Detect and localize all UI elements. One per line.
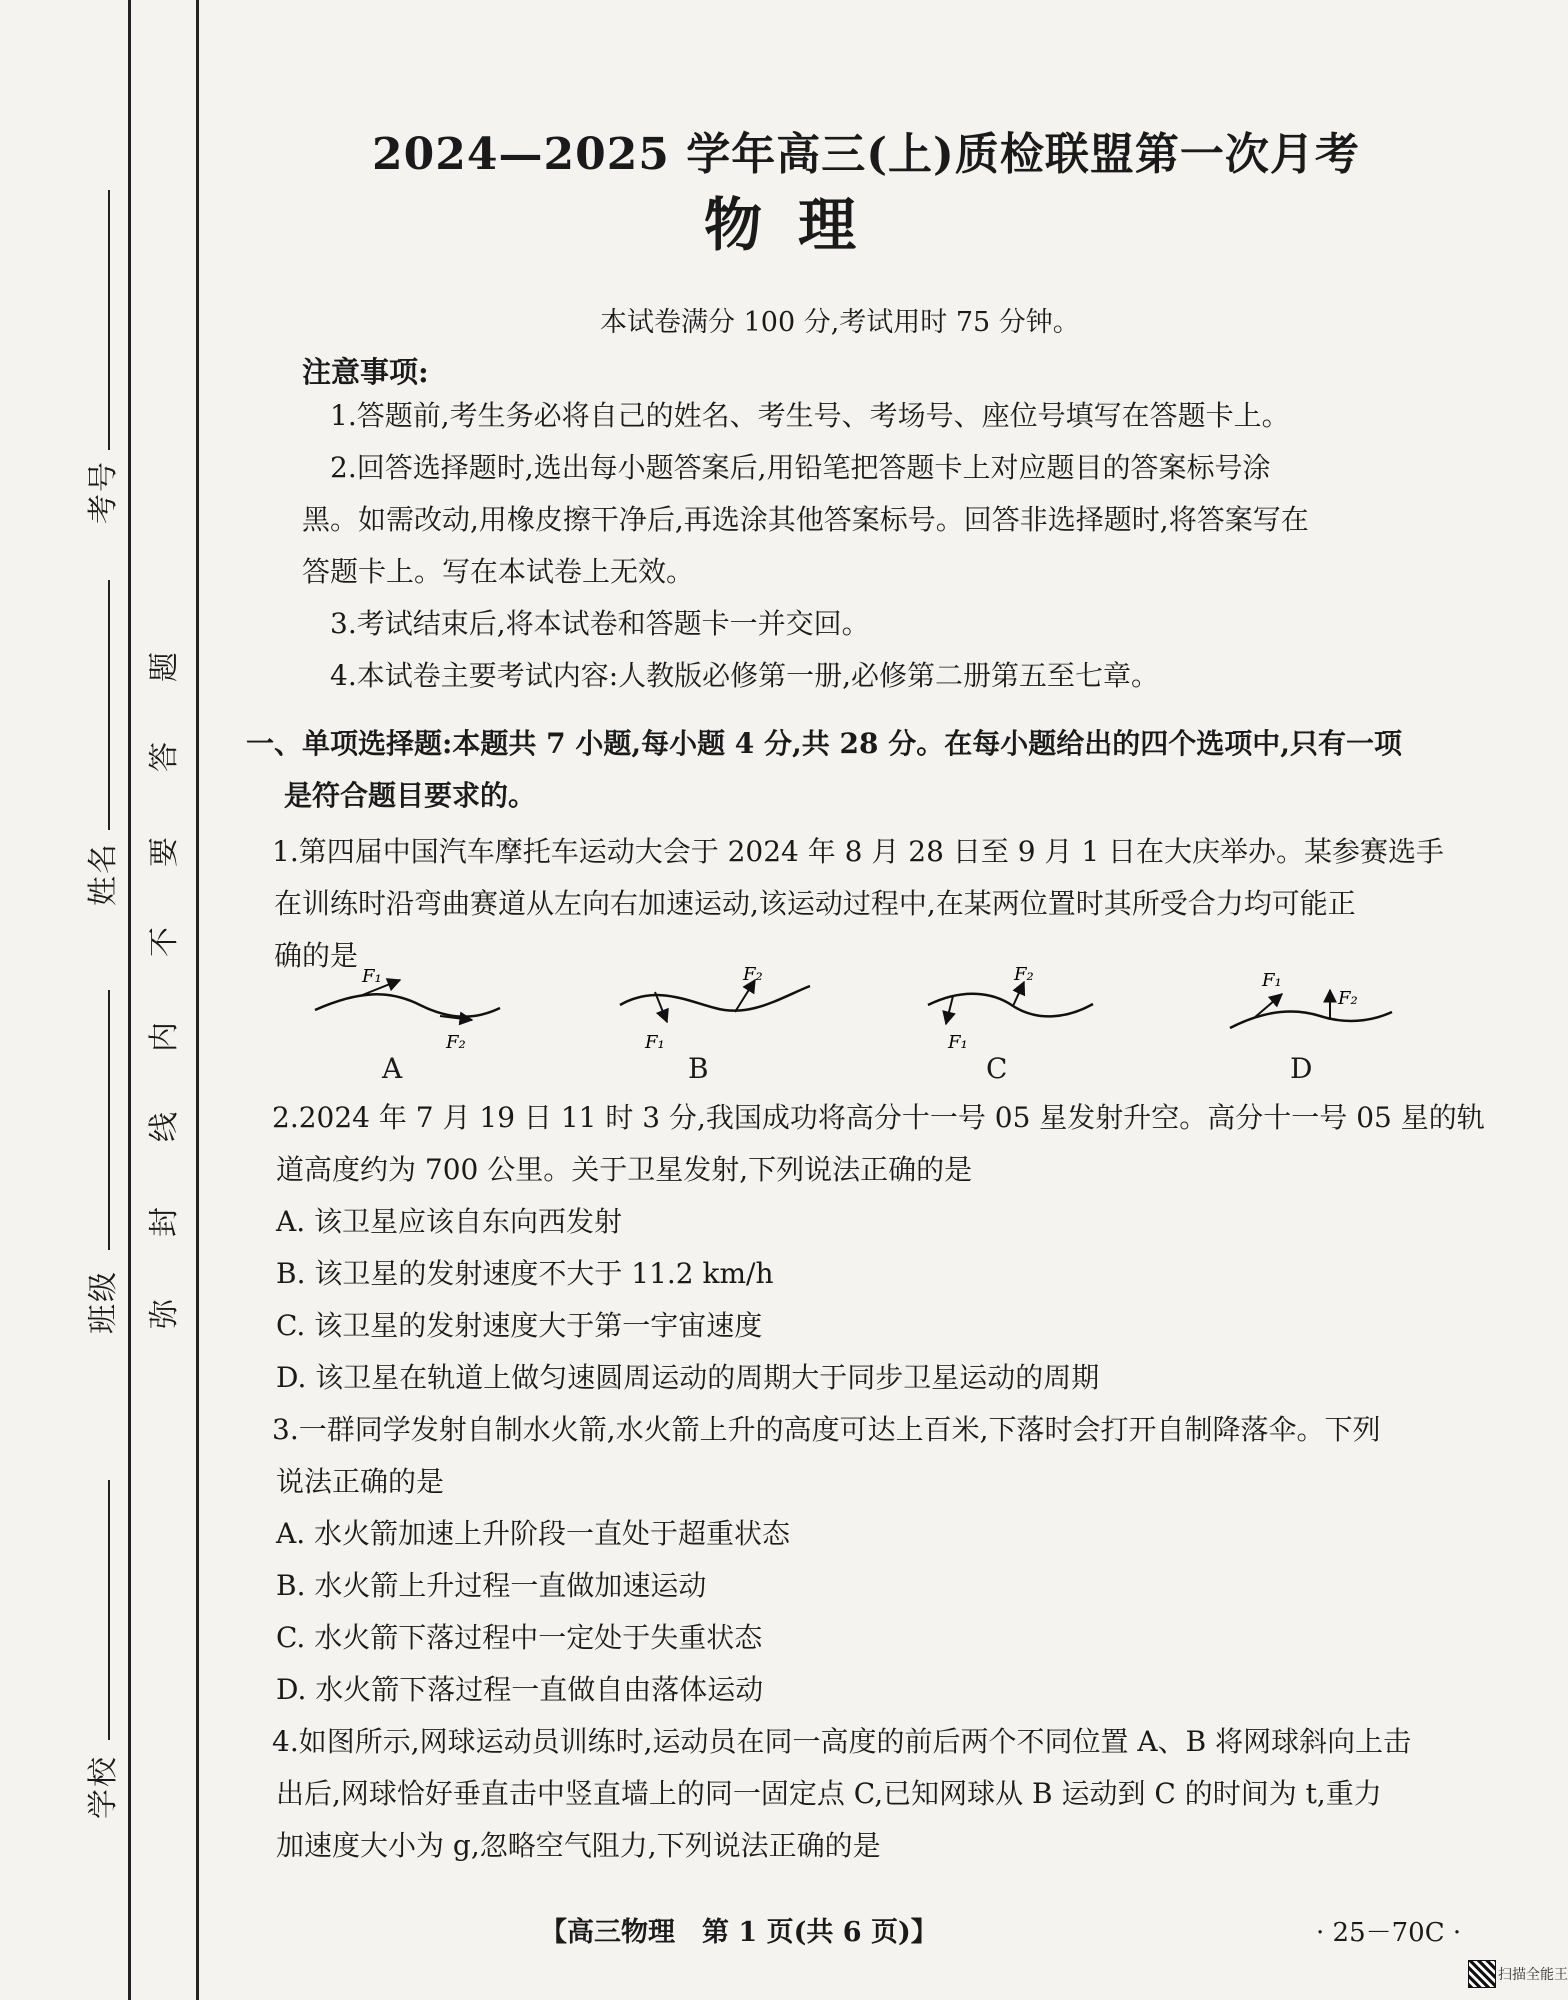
force-label: F₂ [743,964,763,985]
seal-char: 线 [147,1112,182,1142]
q3-option: D. 水火箭下落过程一直做自由落体运动 [276,1673,764,1706]
q3-stem: 3.一群同学发射自制水火箭,水火箭上升的高度可达上百米,下落时会打开自制降落伞。下列 [272,1413,1381,1446]
seal-char: 不 [147,927,182,957]
seal-char: 封 [147,1207,182,1237]
q1-stem: 在训练时沿弯曲赛道从左向右加速运动,该运动过程中,在某两位置时其所受合力均可能正 [274,887,1356,920]
qr-code-icon [1468,1960,1496,1988]
subject-title: 物理 [704,191,893,259]
force-label: F₂ [1014,964,1034,985]
exam-note: 本试卷满分 100 分,考试用时 75 分钟。 [600,307,1080,338]
q1-figure-c [918,960,1138,1060]
q2-option: C. 该卫星的发射速度大于第一宇宙速度 [276,1309,763,1342]
name-fill-line [108,580,110,830]
q3-option: A. 水火箭加速上升阶段一直处于超重状态 [276,1517,791,1550]
exam-no-label: 考号 [86,460,121,524]
notice-line: 1.答题前,考生务必将自己的姓名、考生号、考场号、座位号填写在答题卡上。 [330,399,1290,432]
name-label: 姓名 [86,842,121,906]
section-heading-cont: 是符合题目要求的。 [284,779,537,812]
school-fill-line [108,1480,110,1740]
q2-option: D. 该卫星在轨道上做匀速圆周运动的周期大于同步卫星运动的周期 [276,1361,1100,1394]
force-label: F₂ [1338,988,1358,1009]
force-label: F₁ [948,1032,968,1053]
q1-figure-b [605,960,825,1060]
q1-stem: 确的是 [274,939,359,972]
notice-line: 4.本试卷主要考试内容:人教版必修第一册,必修第二册第五至七章。 [330,659,1160,692]
force-label: F₂ [446,1032,466,1053]
class-fill-line [108,990,110,1250]
binding-line-left [128,0,131,2000]
seal-char: 题 [147,652,182,682]
q4-stem: 4.如图所示,网球运动员训练时,运动员在同一高度的前后两个不同位置 A、B 将网球斜向上击 [272,1725,1412,1758]
binding-margin [0,0,200,2000]
q1-option-a-label: A [382,1052,403,1085]
q2-option: A. 该卫星应该自东向西发射 [276,1205,623,1238]
notice-line: 黑。如需改动,用橡皮擦干净后,再选涂其他答案标号。回答非选择题时,将答案写在 [302,503,1309,536]
q1-figure-d [1220,960,1440,1060]
notice-line: 2.回答选择题时,选出每小题答案后,用铅笔把答题卡上对应题目的答案标号涂 [330,451,1271,484]
q4-stem: 出后,网球恰好垂直击中竖直墙上的同一固定点 C,已知网球从 B 运动到 C 的时间为 t,重力 [276,1777,1382,1810]
q1-option-d-label: D [1290,1052,1313,1085]
binding-line-right [196,0,199,2000]
q3-option: B. 水火箭上升过程一直做加速运动 [276,1569,707,1602]
notice-title: 注意事项: [302,355,429,389]
force-label: F₁ [1262,970,1282,991]
q1-figure-a [300,960,520,1060]
force-label: F₁ [645,1032,665,1053]
seal-char: 弥 [147,1299,182,1329]
q2-stem: 道高度约为 700 公里。关于卫星发射,下列说法正确的是 [276,1153,973,1186]
school-label: 学校 [86,1755,121,1819]
seal-char: 答 [147,742,182,772]
q3-stem: 说法正确的是 [276,1465,445,1498]
section-heading: 一、单项选择题:本题共 7 小题,每小题 4 分,共 28 分。在每小题给出的四个选项中,只有一项 [246,727,1403,760]
force-label: F₁ [362,966,382,987]
seal-char: 要 [147,837,182,867]
q1-stem: 1.第四届中国汽车摩托车运动大会于 2024 年 8 月 28 日至 9 月 1 日在大庆举办。某参赛选手 [272,835,1445,868]
scanner-brand: 扫描全能王 [1498,1967,1568,1983]
q4-stem: 加速度大小为 g,忽略空气阻力,下列说法正确的是 [276,1829,881,1862]
q1-option-c-label: C [986,1052,1008,1085]
q3-option: C. 水火箭下落过程中一定处于失重状态 [276,1621,763,1654]
q2-stem: 2.2024 年 7 月 19 日 11 时 3 分,我国成功将高分十一号 05 星发射升空。高分十一号 05 星的轨 [272,1101,1485,1134]
seal-char: 内 [147,1022,182,1052]
page-footer: 【高三物理 第 1 页(共 6 页)】 [540,1917,938,1948]
q1-option-b-label: B [688,1052,709,1085]
notice-line: 答题卡上。写在本试卷上无效。 [302,555,695,588]
class-label: 班级 [86,1270,121,1334]
notice-line: 3.考试结束后,将本试卷和答题卡一并交回。 [330,607,870,640]
exam-title: 2024—2025 学年高三(上)质检联盟第一次月考 [372,129,1360,180]
exam-no-fill-line [108,190,110,450]
q2-option: B. 该卫星的发射速度不大于 11.2 km/h [276,1257,774,1290]
paper-code: · 25－70C · [1316,1918,1462,1948]
